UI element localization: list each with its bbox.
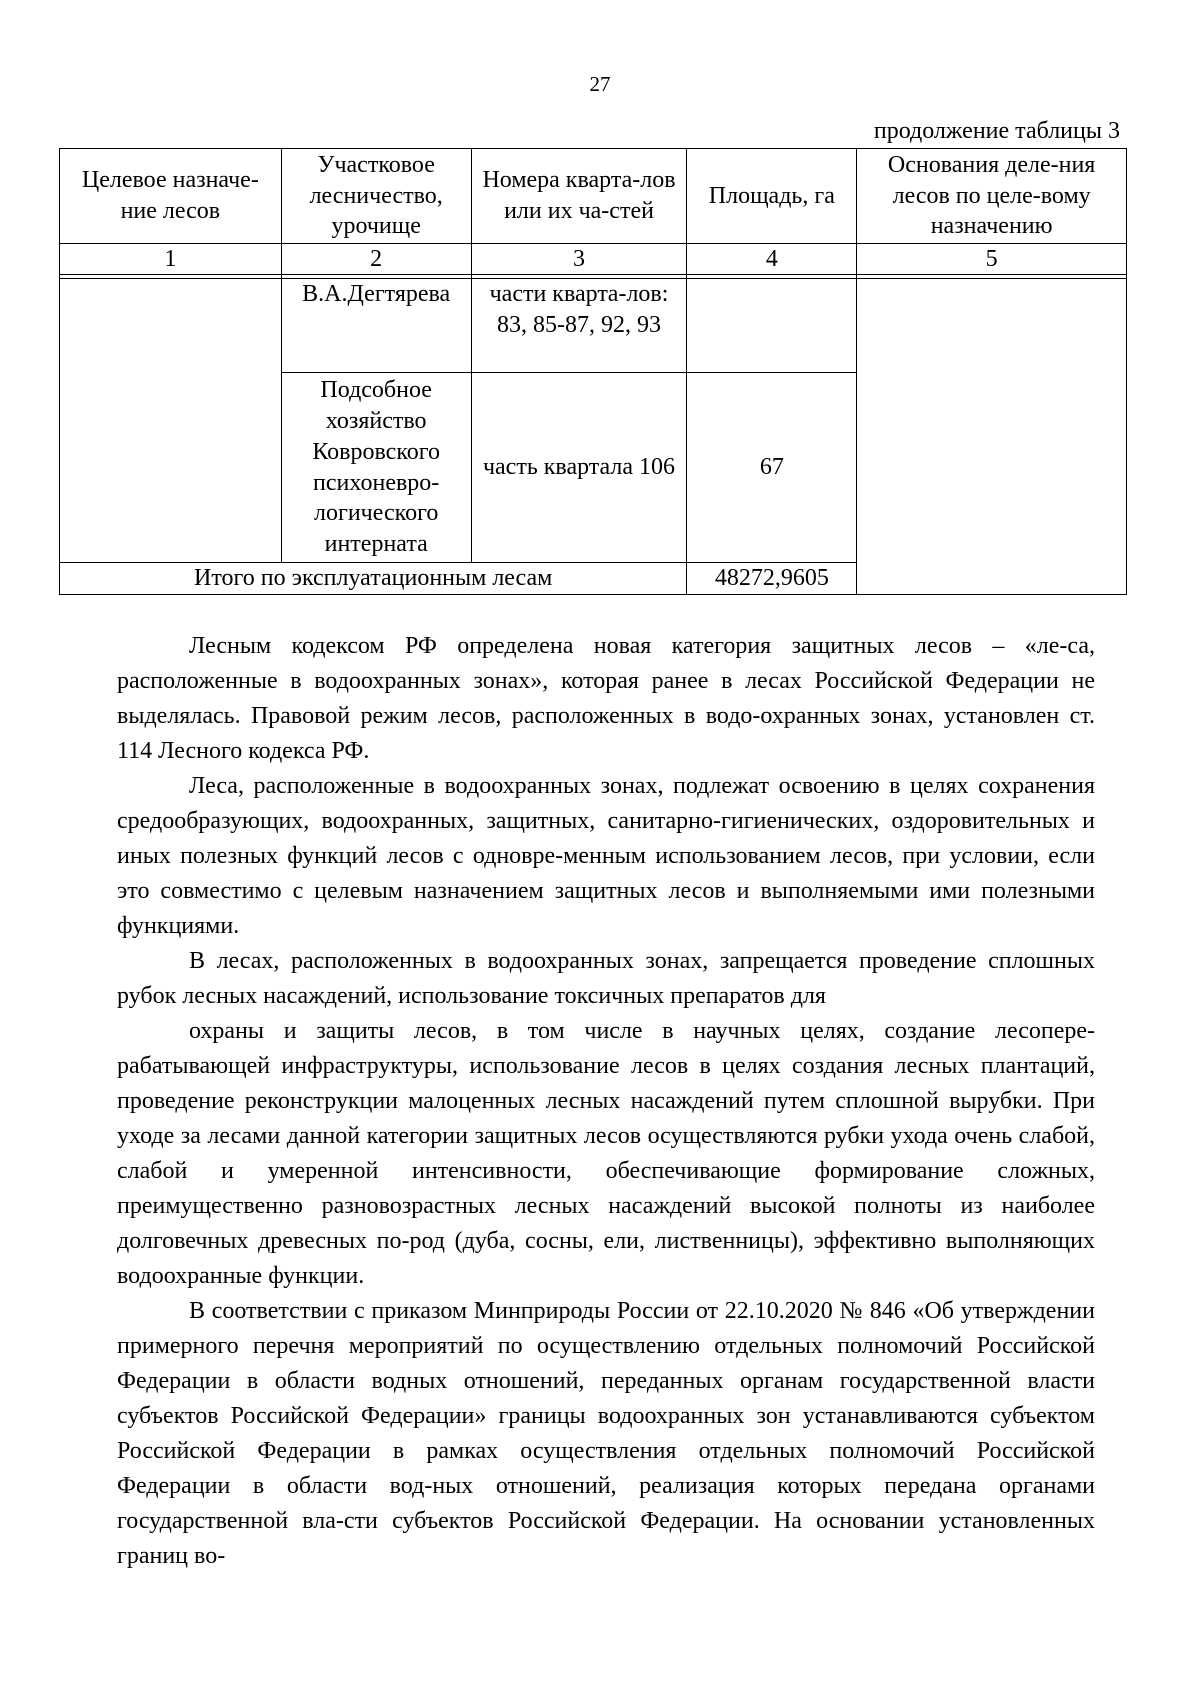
table-header-row: [60, 149, 1127, 244]
paragraph: Леса, расположенные в водоохранных зонах, подлежат освоению в целях сохранения средообразующих, водоохранных, защитных, санитарно-гигиенических, оздоровительных и иных полезных функций лесов с одновре-менным использованием лесов, при условии, если это совместимо с целевым назначением защитных лесов и выполняемыми ими полезными функциями.: [117, 773, 1095, 939]
total-label: Итого по эксплуатационным лесам: [60, 563, 687, 595]
area-cell: 67: [687, 373, 857, 563]
paragraph: охраны и защиты лесов, в том числе в научных целях, создание лесопере-рабатывающей инфраструктуры, использование лесов в целях создания лесных плантаций, проведение реконструкции малоценных лесных насаждений путем сплошной вырубки. При уходе за лесами данной категории защитных лесов осуществляются рубки ухода очень слабой, слабой и умеренной интенсивности, обеспечивающие формирование сложных, преимущественно разновозрастных лесных насаждений высокой полноты из наиболее долговечных древесных по-род (дуба, сосны, ели, лиственницы), эффективно выполняющих водоохранные функции.: [117, 1018, 1095, 1289]
column-number: 5: [857, 244, 1127, 275]
column-number: 1: [60, 244, 282, 275]
column-number-row: [60, 244, 1127, 275]
basis-cell: [857, 279, 1127, 595]
paragraph: Лесным кодексом РФ определена новая категория защитных лесов – «ле-са, расположенные в водоохранных зонах», которая ранее в лесах Российской Федерации не выделялась. Правовой режим лесов, расположенных в водо-охранных зонах, установлен ст. 114 Лесного кодекса РФ.: [117, 633, 1095, 764]
body-text: [117, 629, 1095, 1574]
forestry-cell: В.А.Дегтярева: [281, 279, 471, 373]
table-row: [60, 279, 1127, 373]
forest-table: [59, 148, 1127, 595]
header-forestry: Участковое лесничество, урочище: [281, 149, 471, 244]
column-number: 2: [281, 244, 471, 275]
header-area: Площадь, га: [687, 149, 857, 244]
column-number: 4: [687, 244, 857, 275]
column-number: 3: [471, 244, 687, 275]
purpose-cell: [60, 279, 282, 563]
table-continuation-label: продолжение таблицы 3: [873, 118, 1120, 144]
header-basis: Основания деле-ния лесов по целе-вому назначению: [857, 149, 1127, 244]
quarters-cell: части квартa-лов: 83, 85-87, 92, 93: [471, 279, 687, 373]
quarters-cell: часть квартала 106: [471, 373, 687, 563]
total-area: 48272,9605: [687, 563, 857, 595]
header-quarters: Номера кварта-лов или их ча-стей: [471, 149, 687, 244]
header-purpose: Целевое назначе-ние лесов: [60, 149, 282, 244]
paragraph: В соответствии с приказом Минприроды России от 22.10.2020 № 846 «Об утверждении примерного перечня мероприятий по осуществлению отдельных полномочий Российской Федерации в области водных отношений, переданных органам государственной власти субъектов Российской Федерации» границы водоохранных зон устанавливаются субъектом Российской Федерации в рамках осуществления отдельных полномочий Российской Федерации в области вод-ных отношений, реализация которых передана органами государственной вла-сти субъектов Российской Федерации. На основании установленных границ во-: [117, 1298, 1095, 1569]
paragraph: В лесах, расположенных в водоохранных зонах, запрещается проведение сплошных рубок лесных насаждений, использование токсичных препаратов для: [117, 948, 1095, 1009]
page-number: 27: [589, 72, 611, 96]
area-cell: [687, 279, 857, 373]
forestry-cell: Подсобное хозяйство Ковровского психоневро-логического интерната: [281, 373, 471, 563]
